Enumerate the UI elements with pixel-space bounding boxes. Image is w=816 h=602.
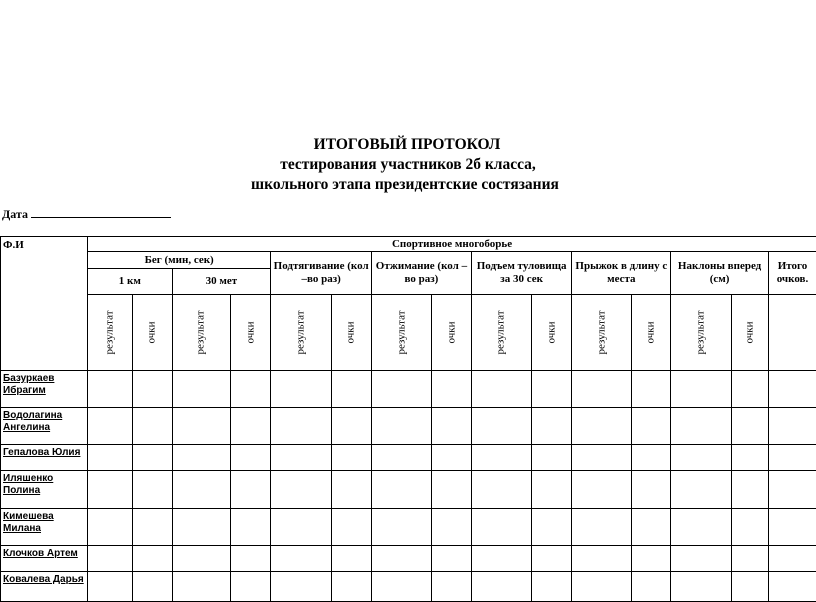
student-name: Кимешева Милана xyxy=(1,509,88,546)
score-cell[interactable] xyxy=(271,408,331,445)
title-line-3: школьного этапа президентские состязания xyxy=(0,175,816,195)
run-header: Бег (мин, сек) xyxy=(88,252,271,269)
score-cell[interactable] xyxy=(372,509,432,546)
table-row xyxy=(1,371,816,408)
score-cell[interactable] xyxy=(172,509,230,546)
score-cell[interactable] xyxy=(471,509,531,546)
group-header: Спортивное многоборье xyxy=(88,237,816,252)
score-cell[interactable] xyxy=(731,445,768,471)
title-line-1: ИТОГОВЫЙ ПРОТОКОЛ xyxy=(0,135,816,155)
table-row xyxy=(1,445,816,471)
score-cell[interactable] xyxy=(572,471,631,509)
score-cell[interactable] xyxy=(471,408,531,445)
table-row xyxy=(1,572,816,602)
score-cell[interactable] xyxy=(88,546,133,572)
score-cell[interactable] xyxy=(471,445,531,471)
score-cell[interactable] xyxy=(432,546,471,572)
points-header: очки xyxy=(432,295,471,371)
score-cell[interactable] xyxy=(271,546,331,572)
run-30m-header: 30 мет xyxy=(172,269,271,295)
score-cell[interactable] xyxy=(532,572,572,602)
score-cell[interactable] xyxy=(532,471,572,509)
score-cell[interactable] xyxy=(731,408,768,445)
score-cell[interactable] xyxy=(230,471,270,509)
score-cell[interactable] xyxy=(230,371,270,408)
student-name: Водолагина Ангелина xyxy=(1,408,88,445)
score-cell[interactable] xyxy=(631,572,670,602)
score-cell[interactable] xyxy=(88,445,133,471)
result-header: результат xyxy=(572,295,631,371)
score-cell[interactable] xyxy=(471,572,531,602)
score-cell[interactable] xyxy=(88,509,133,546)
score-cell[interactable] xyxy=(432,509,471,546)
score-cell[interactable] xyxy=(271,445,331,471)
score-cell[interactable] xyxy=(768,572,816,602)
total-header: Итого очков. xyxy=(768,252,816,295)
score-cell[interactable] xyxy=(331,371,371,408)
score-cell[interactable] xyxy=(133,371,172,408)
document-title xyxy=(0,135,816,195)
score-cell[interactable] xyxy=(230,546,270,572)
date-field xyxy=(2,206,171,222)
score-cell[interactable] xyxy=(331,471,371,509)
score-cell[interactable] xyxy=(671,509,731,546)
score-cell[interactable] xyxy=(768,471,816,509)
score-cell[interactable] xyxy=(271,471,331,509)
score-cell[interactable] xyxy=(331,408,371,445)
score-cell[interactable] xyxy=(768,546,816,572)
score-cell[interactable] xyxy=(133,572,172,602)
score-cell[interactable] xyxy=(768,408,816,445)
score-cell[interactable] xyxy=(230,408,270,445)
student-name: Клочков Артем xyxy=(1,546,88,572)
score-cell[interactable] xyxy=(572,546,631,572)
score-cell[interactable] xyxy=(88,371,133,408)
score-cell[interactable] xyxy=(432,408,471,445)
student-name: Базуркаев Ибрагим xyxy=(1,371,88,408)
score-cell[interactable] xyxy=(532,546,572,572)
date-label: Дата xyxy=(2,207,28,221)
score-cell[interactable] xyxy=(432,445,471,471)
score-cell[interactable] xyxy=(671,572,731,602)
score-cell[interactable] xyxy=(731,471,768,509)
table-row xyxy=(1,408,816,445)
score-cell[interactable] xyxy=(631,408,670,445)
score-cell[interactable] xyxy=(271,572,331,602)
score-cell[interactable] xyxy=(172,572,230,602)
points-header: очки xyxy=(133,295,172,371)
score-cell[interactable] xyxy=(230,509,270,546)
score-cell[interactable] xyxy=(372,371,432,408)
score-cell[interactable] xyxy=(172,471,230,509)
score-cell[interactable] xyxy=(768,445,816,471)
score-cell[interactable] xyxy=(172,445,230,471)
score-cell[interactable] xyxy=(133,509,172,546)
student-name: Ковалева Дарья xyxy=(1,572,88,602)
score-cell[interactable] xyxy=(331,546,371,572)
score-cell[interactable] xyxy=(731,572,768,602)
situps-header: Подъем туловища за 30 сек xyxy=(471,252,572,295)
score-cell[interactable] xyxy=(471,371,531,408)
score-cell[interactable] xyxy=(230,572,270,602)
score-cell[interactable] xyxy=(532,445,572,471)
score-cell[interactable] xyxy=(432,371,471,408)
result-header: результат xyxy=(88,295,133,371)
score-cell[interactable] xyxy=(331,445,371,471)
score-cell[interactable] xyxy=(631,445,670,471)
fio-header: Ф.И xyxy=(1,237,88,371)
result-header: результат xyxy=(172,295,230,371)
run-1km-header: 1 км xyxy=(88,269,172,295)
result-header: результат xyxy=(372,295,432,371)
score-cell[interactable] xyxy=(88,572,133,602)
long-jump-header: Прыжок в длину с места xyxy=(572,252,671,295)
score-cell[interactable] xyxy=(768,509,816,546)
table-row xyxy=(1,509,816,546)
score-cell[interactable] xyxy=(88,471,133,509)
score-cell[interactable] xyxy=(372,546,432,572)
score-cell[interactable] xyxy=(532,509,572,546)
date-blank xyxy=(31,206,171,218)
score-cell[interactable] xyxy=(731,509,768,546)
table-row xyxy=(1,546,816,572)
points-header: очки xyxy=(331,295,371,371)
score-cell[interactable] xyxy=(631,509,670,546)
score-cell[interactable] xyxy=(372,408,432,445)
score-cell[interactable] xyxy=(372,445,432,471)
points-header: очки xyxy=(230,295,270,371)
score-cell[interactable] xyxy=(133,471,172,509)
table-row xyxy=(1,471,816,509)
score-cell[interactable] xyxy=(631,371,670,408)
score-cell[interactable] xyxy=(172,371,230,408)
score-cell[interactable] xyxy=(572,408,631,445)
result-header: результат xyxy=(671,295,731,371)
score-cell[interactable] xyxy=(671,546,731,572)
score-cell[interactable] xyxy=(671,445,731,471)
score-cell[interactable] xyxy=(532,371,572,408)
result-header: результат xyxy=(271,295,331,371)
score-cell[interactable] xyxy=(471,471,531,509)
score-cell[interactable] xyxy=(172,546,230,572)
score-cell[interactable] xyxy=(631,546,670,572)
score-cell[interactable] xyxy=(532,408,572,445)
score-cell[interactable] xyxy=(768,371,816,408)
score-cell[interactable] xyxy=(572,509,631,546)
score-cell[interactable] xyxy=(230,445,270,471)
score-cell[interactable] xyxy=(331,572,371,602)
student-name: Иляшенко Полина xyxy=(1,471,88,509)
total-blank-header xyxy=(768,295,816,371)
score-cell[interactable] xyxy=(133,445,172,471)
score-cell[interactable] xyxy=(671,471,731,509)
pullups-header: Подтягивание (кол –во раз) xyxy=(271,252,372,295)
points-header: очки xyxy=(532,295,572,371)
score-cell[interactable] xyxy=(271,509,331,546)
score-cell[interactable] xyxy=(572,445,631,471)
score-cell[interactable] xyxy=(731,546,768,572)
score-cell[interactable] xyxy=(133,546,172,572)
score-cell[interactable] xyxy=(671,408,731,445)
score-cell[interactable] xyxy=(172,408,230,445)
points-header: очки xyxy=(631,295,670,371)
score-cell[interactable] xyxy=(671,371,731,408)
results-table xyxy=(0,236,816,602)
score-cell[interactable] xyxy=(432,572,471,602)
score-cell[interactable] xyxy=(271,371,331,408)
score-cell[interactable] xyxy=(372,572,432,602)
pushups-header: Отжимание (кол – во раз) xyxy=(372,252,472,295)
title-line-2: тестирования участников 2б класса, xyxy=(0,155,816,175)
score-cell[interactable] xyxy=(133,408,172,445)
score-cell[interactable] xyxy=(432,471,471,509)
score-cell[interactable] xyxy=(88,408,133,445)
score-cell[interactable] xyxy=(572,572,631,602)
score-cell[interactable] xyxy=(572,371,631,408)
result-header: результат xyxy=(471,295,531,371)
score-cell[interactable] xyxy=(631,471,670,509)
score-cell[interactable] xyxy=(331,509,371,546)
score-cell[interactable] xyxy=(731,371,768,408)
score-cell[interactable] xyxy=(471,546,531,572)
student-name: Гепалова Юлия xyxy=(1,445,88,471)
score-cell[interactable] xyxy=(372,471,432,509)
bends-header: Наклоны вперед (см) xyxy=(671,252,769,295)
points-header: очки xyxy=(731,295,768,371)
